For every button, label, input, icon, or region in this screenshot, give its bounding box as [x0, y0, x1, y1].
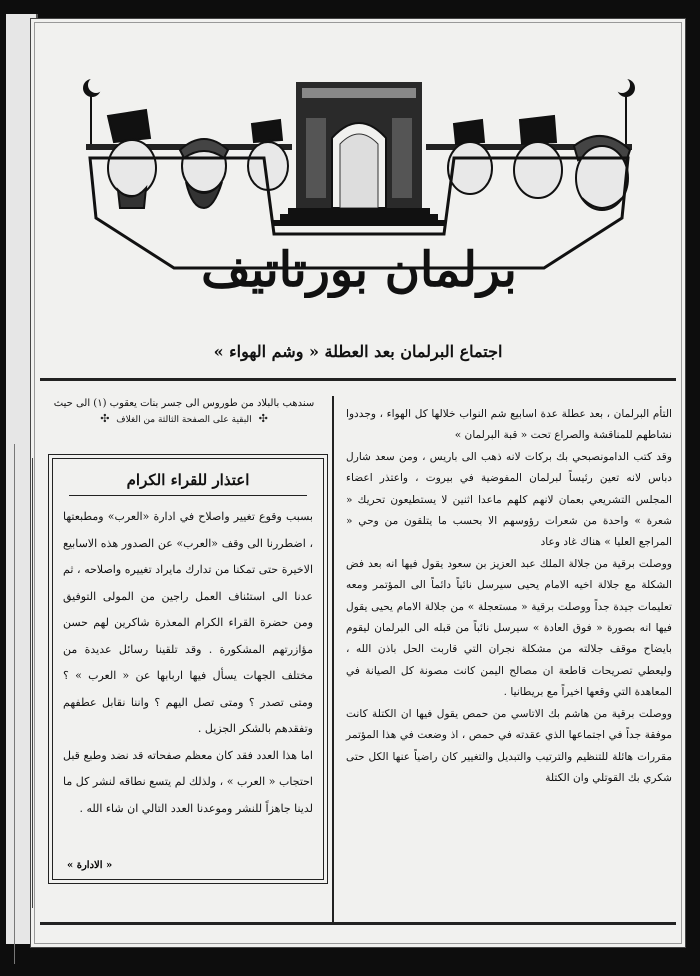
- article-paragraph: ووصلت برقية من هاشم بك الاتاسي من حمص يقول فيها ان الكتلة كانت موفقة جداً في اجتماعها الذي عقدته في حمص ، اذ وضعت في هذا المؤتمر مقررات هائلة للتنظيم والترتيب والتبديل والتغيير كان راضياً عنها الكل حتى شكري بك القوتلي وان الكتلة: [346, 707, 672, 784]
- ornament-icon: ✣: [258, 412, 268, 425]
- article-column: [346, 404, 672, 789]
- left-column: [44, 396, 324, 428]
- article-paragraph: وقد كتب الدامونصبحي بك بركات لانه ذهب الى باريس ، ومن سعد شارل دباس لانه تعين رئيساً لبرلمان المفوضية في بيروت ، واعتذر اعضاء المجلس التشريعي بعمان لانهم كلهم ماعدا اثنين لا يستطيعون تحريك « شعرة » واحدة من شعرات رؤوسهم الا بحسب ما يتلقون من وحي « المراجع العليا » هناك غاد وعاد: [346, 450, 672, 549]
- apology-notice-box: [52, 458, 324, 880]
- header-rule: [40, 378, 676, 381]
- masthead-banner: [74, 58, 644, 298]
- notice-paragraph: اما هذا العدد فقد كان معظم صفحاته قد نضد وطبع قبل احتجاب « العرب » ، ولذلك لم يتسع نطاقه لنشر كل ما لدينا جاهزاً للنشر وموعدنا العدد التالي ان شاء الله .: [63, 748, 313, 815]
- footer-rule: [40, 922, 676, 925]
- continuation-teaser: [44, 396, 324, 428]
- article-paragraph: التأم البرلمان ، بعد عطلة عدة اسابيع شم النواب خلالها كل الهواء ، وجددوا نشاطهم للمناقشة والصراع تحت « قبة البرلمان »: [346, 408, 672, 442]
- parliament-gate-icon: [272, 82, 446, 226]
- column-divider: [332, 396, 334, 922]
- notice-paragraph: بسبب وقوع تغيير واصلاح في ادارة «العرب» ومطبعتها ، اضطررنا الى وقف «العرب» عن الصدور هذه الاسابيع الاخيرة حتى تمكنا من تدارك مايراد تغييره واصلاحه ، ثم عدنا الى استئناف العمل راجين من المولى التوفيق ومن حضرة القراء الكرام المعذرة شاكرين لهم حسن مؤازرتهم المشكورة . وقد تلقينا رسائل عديدة من مختلف الجهات يسأل فيها اربابها عن « العرب » ؟ ومتى تصدر ؟ ومتى تصل اليهم ؟ واننا نقابل عطفهم وتفقدهم بالشكر الجزيل .: [63, 510, 313, 735]
- notice-body: [63, 504, 313, 822]
- magazine-page: [30, 18, 686, 948]
- left-margin-rule: [32, 458, 47, 908]
- masthead-title: برلمان بورتاتيف: [201, 242, 517, 298]
- crescent-right-icon: [614, 77, 635, 146]
- caricature-faces-right: [448, 116, 630, 210]
- notice-signature: « الادارة »: [67, 860, 113, 871]
- crescent-left-icon: [83, 77, 104, 146]
- article-paragraph: ووصلت برقية من جلالة الملك عبد العزيز بن سعود يقول فيها انه بعد فض الشكلة مع جلالة اخيه الامام يحيى سيرسل نائباً دائماً الى المؤتمر ومعه تعليمات جيدة جداً ووصلت برقية « مستعجلة » من جلالة الامام يحيى يقول فيها انه بصورة « فوق العادة » سيرسل نائباً من قبله الى البرلمان ليقوم بايضاح موقف جلالته من مشكلة نجران التي قاربت الحل باذن الله ، وليعطي تصريحات قاطعة ان مصالح اليمن كانت مصونة كل الصيانة في المعاهدة التي وقعها اخيراً مع بريطانيا .: [346, 557, 672, 699]
- ornament-icon: ✣: [100, 412, 110, 425]
- issue-subtitle: اجتماع البرلمان بعد العطلة « وشم الهواء »: [213, 342, 503, 361]
- notice-title: اعتذار للقراء الكرام: [69, 471, 307, 496]
- teaser-line: سندهب بالبلاد من طوروس الى جسر بنات يعقوب (١) الى حيث: [53, 398, 315, 409]
- teaser-continued-note: البقية على الصفحة الثالثة من الغلاف: [116, 415, 252, 425]
